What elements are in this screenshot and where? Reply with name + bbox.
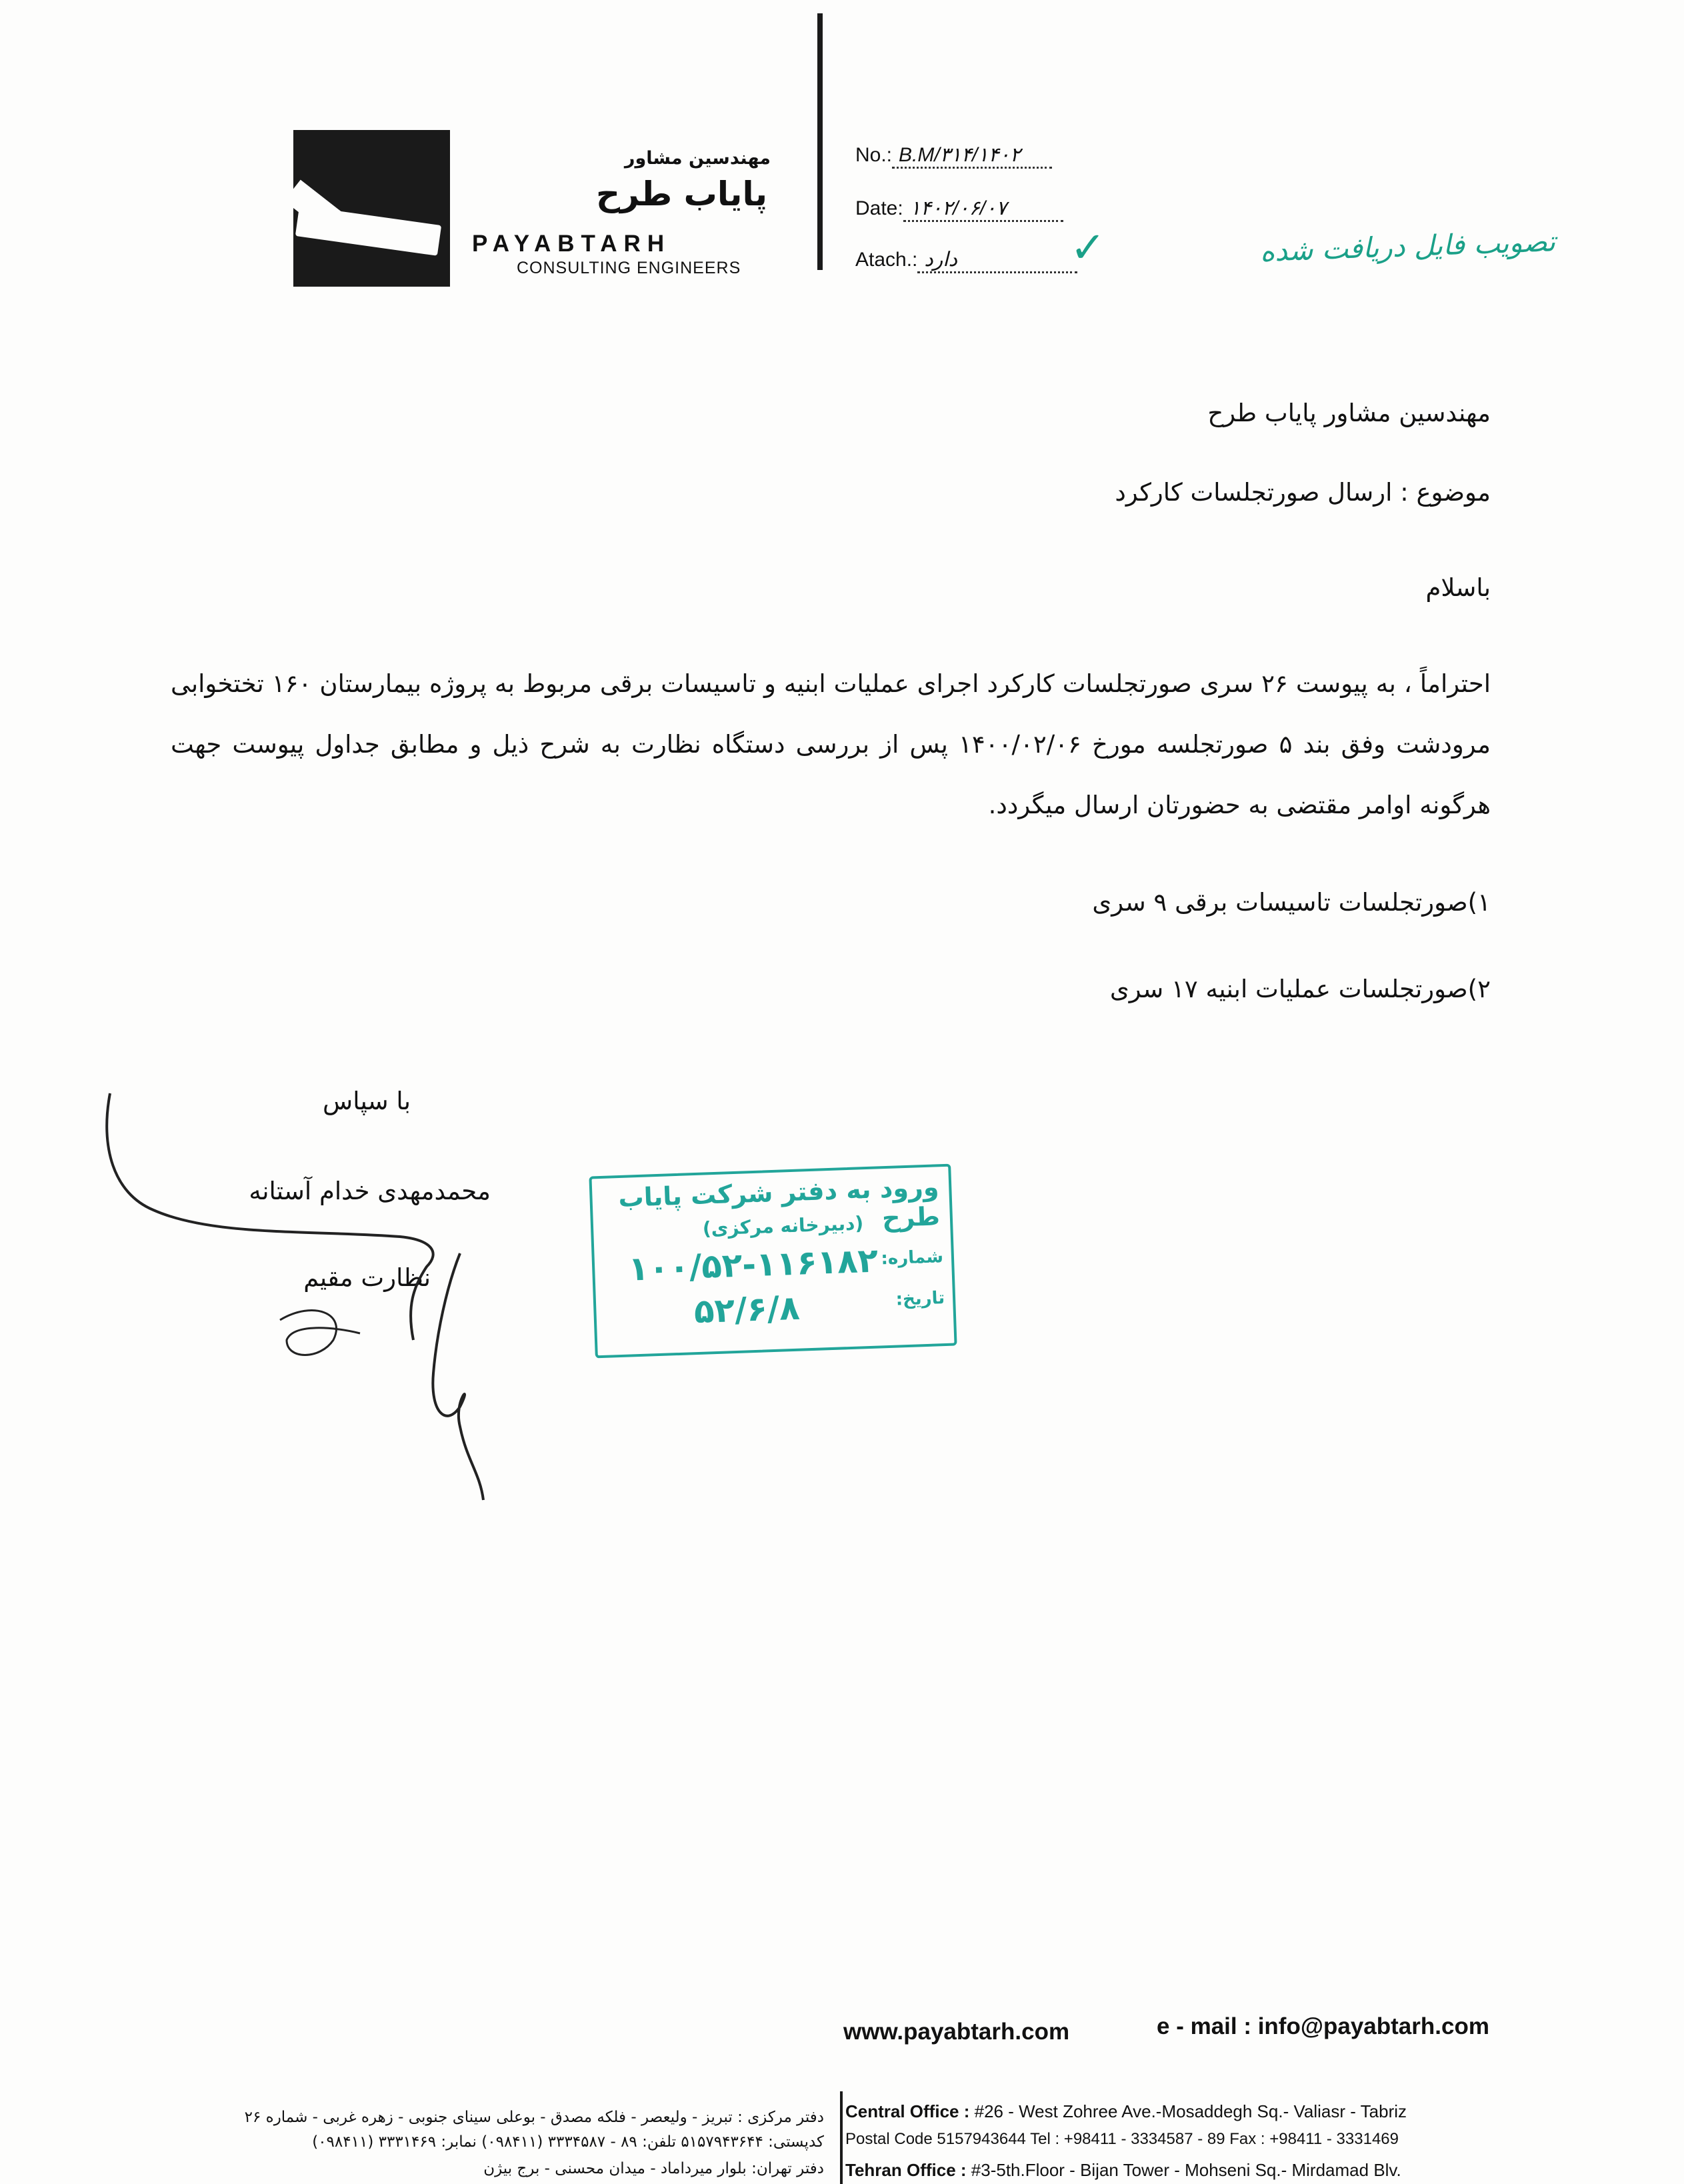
- footer-fa-line-1: دفتر مرکزی : تبریز - ولیعصر - فلکه مصدق - بوعلی سینای جنوبی - زهره غربی - شماره ۲۶: [244, 2109, 824, 2126]
- letter-attachment: Atach.: دارد: [855, 248, 1077, 273]
- body-paragraph: احتراماً ، به پیوست ۲۶ سری صورتجلسات کارکرد اجرای عملیات ابنیه و تاسیسات برقی مربوط به پروژه بیمارستان ۱۶۰ تختخوابی مرودشت وفق بند ۵ صورتجلسه مورخ ۱۴۰۰/۰۲/۰۶ پس از بررسی دستگاه نظارت به شرح ذیل و مطابق جداول پیوست جهت هرگونه اوامر مقتضی به حضورتان ارسال میگردد.: [171, 669, 1491, 819]
- closing: با سپاس: [323, 1087, 411, 1115]
- footer-fa-line-2: کدپستی: ۵۱۵۷۹۴۳۶۴۴ تلفن: ۸۹ - ۳۳۳۴۵۸۷ (۰۹۸۴۱۱) نمابر: ۳۳۳۱۴۶۹ (۰۹۸۴۱۱): [312, 2133, 824, 2151]
- recipient: مهندسین مشاور پایاب طرح: [1207, 399, 1491, 427]
- subject: موضوع : ارسال صورتجلسات کارکرد: [1115, 478, 1491, 507]
- received-stamp: [589, 1164, 957, 1359]
- tehran-office: Tehran Office : #3-5th.Floor - Bijan Tower - Mohseni Sq.- Mirdamad Blv.: [845, 2160, 1401, 2180]
- footer-fa-line-3: دفتر تهران: بلوار میرداماد - میدان محسنی - برج بیژن: [483, 2160, 824, 2177]
- letter-date: Date: ۱۴۰۲/۰۶/۰۷: [855, 197, 1063, 222]
- stamp-number: ۱۰۰/۵۲-۱۱۶۱۸۲: [627, 1241, 879, 1289]
- letter-number: No.: B.M/۳۱۴/۱۴۰۲: [855, 143, 1052, 169]
- stamp-title: ورود به دفتر شرکت پایاب طرح: [617, 1172, 941, 1233]
- handwritten-note: تصویب فایل دریافت شده: [1259, 225, 1556, 268]
- list-item-2: ۲)صورتجلسات عملیات ابنیه ۱۷ سری: [1109, 975, 1491, 1003]
- brand-fa-small: مهندسین مشاور: [624, 148, 771, 169]
- signer-name: محمدمهدی خدام آستانه: [249, 1177, 491, 1205]
- signer-title: نظارت مقیم: [303, 1263, 431, 1292]
- footer-email: e - mail : info@payabtarh.com: [1157, 2013, 1489, 2039]
- list-item-1: ۱)صورتجلسات تاسیسات برقی ۹ سری: [1092, 888, 1491, 917]
- stamp-subtitle: (دبیرخانه مرکزی): [702, 1212, 864, 1240]
- greeting: باسلام: [1425, 573, 1491, 602]
- central-office: Central Office : #26 - West Zohree Ave.-Mosaddegh Sq.- Valiasr - Tabriz: [845, 2101, 1407, 2121]
- stamp-number-label: شماره:: [880, 1247, 944, 1269]
- brand-en: PAYABTARH: [472, 231, 671, 257]
- brand-subtitle: CONSULTING ENGINEERS: [517, 259, 741, 277]
- checkmark-icon: ✓: [1070, 223, 1106, 273]
- footer-website: www.payabtarh.com: [843, 2019, 1070, 2045]
- stamp-date-label: تاریخ:: [895, 1288, 945, 1310]
- footer-divider: [840, 2091, 843, 2184]
- brand-fa: پایاب طرح: [596, 175, 767, 213]
- postal-info: Postal Code 5157943644 Tel : +98411 - 3334587 - 89 Fax : +98411 - 3331469: [845, 2130, 1399, 2148]
- stamp-date: ۵۲/۶/۸: [693, 1288, 801, 1331]
